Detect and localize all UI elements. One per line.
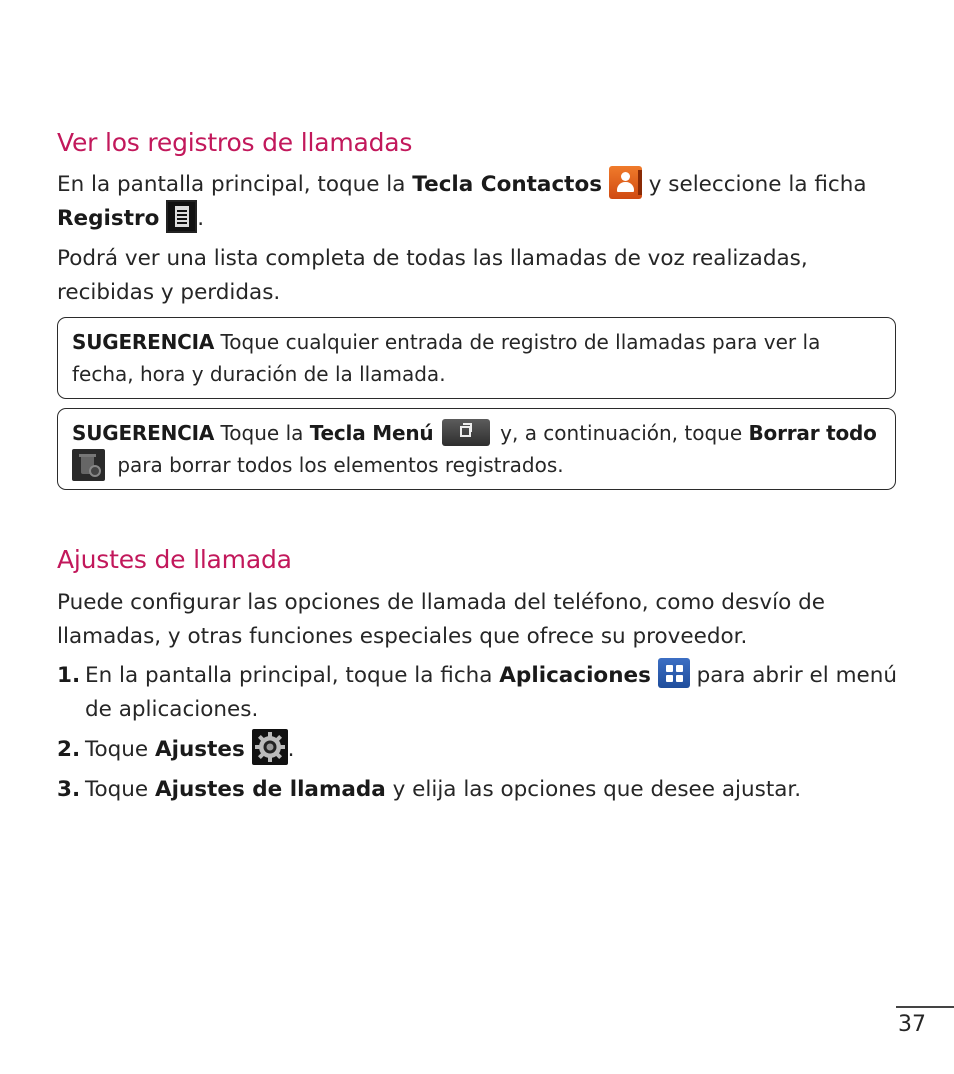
tip-label: SUGERENCIA [72,421,215,445]
text-run: En la pantalla principal, toque la ficha [85,663,500,688]
menu-key-label: Tecla Menú [309,421,434,445]
step-number: 1. [57,663,81,688]
text-run: y seleccione la ficha [641,172,867,197]
step-number: 2. [57,737,81,762]
text-run: Toque [85,777,155,802]
tip-box-view-entry [57,317,896,399]
section-heading-call-logs: Ver los registros de llamadas [57,128,413,157]
text-run: . [197,206,205,231]
call-log-icon [166,200,197,233]
list-item [57,773,902,807]
tip-box-clear-all [57,408,896,490]
log-tab-label: Registro [57,206,160,231]
list-item [57,733,902,767]
call-settings-label: Ajustes de llamada [154,777,386,802]
text-run: y, a continuación, toque [493,421,749,445]
contacts-icon [609,166,642,199]
call-settings-intro: Puede configurar las opciones de llamada del teléfono, como desvío de llamadas, y otras funciones especiales que ofrece su proveedor. [57,590,825,649]
section-heading-call-settings: Ajustes de llamada [57,545,292,574]
step-number: 3. [57,777,81,802]
contacts-key-label: Tecla Contactos [412,172,603,197]
list-item [57,659,902,727]
tip-text: Toque cualquier entrada de registro de llamadas para ver la fecha, hora y duración de la llamada. [72,330,821,386]
applications-label: Aplicaciones [499,663,651,688]
gear-icon [252,729,288,765]
call-logs-instruction [57,168,902,236]
text-run: En la pantalla principal, toque la [57,172,413,197]
page-number-rule [896,1006,954,1008]
page-number: 37 [898,1012,926,1037]
text-run: Toque [85,737,155,762]
clear-all-label: Borrar todo [748,421,877,445]
text-run: para borrar todos los elementos registrados. [111,453,564,477]
menu-key-icon [442,419,490,446]
text-run: . [287,737,295,762]
call-logs-description: Podrá ver una lista completa de todas las llamadas de voz realizadas, recibidas y perdidas. [57,246,808,305]
apps-grid-icon [658,658,690,688]
text-run: Toque la [214,421,310,445]
text-run: para abrir el menú de aplicaciones. [85,663,898,722]
trash-icon [72,449,105,481]
tip-label: SUGERENCIA [72,330,215,354]
steps-list [57,659,902,807]
settings-label: Ajustes [154,737,245,762]
text-run: y elija las opciones que desee ajustar. [385,777,802,802]
